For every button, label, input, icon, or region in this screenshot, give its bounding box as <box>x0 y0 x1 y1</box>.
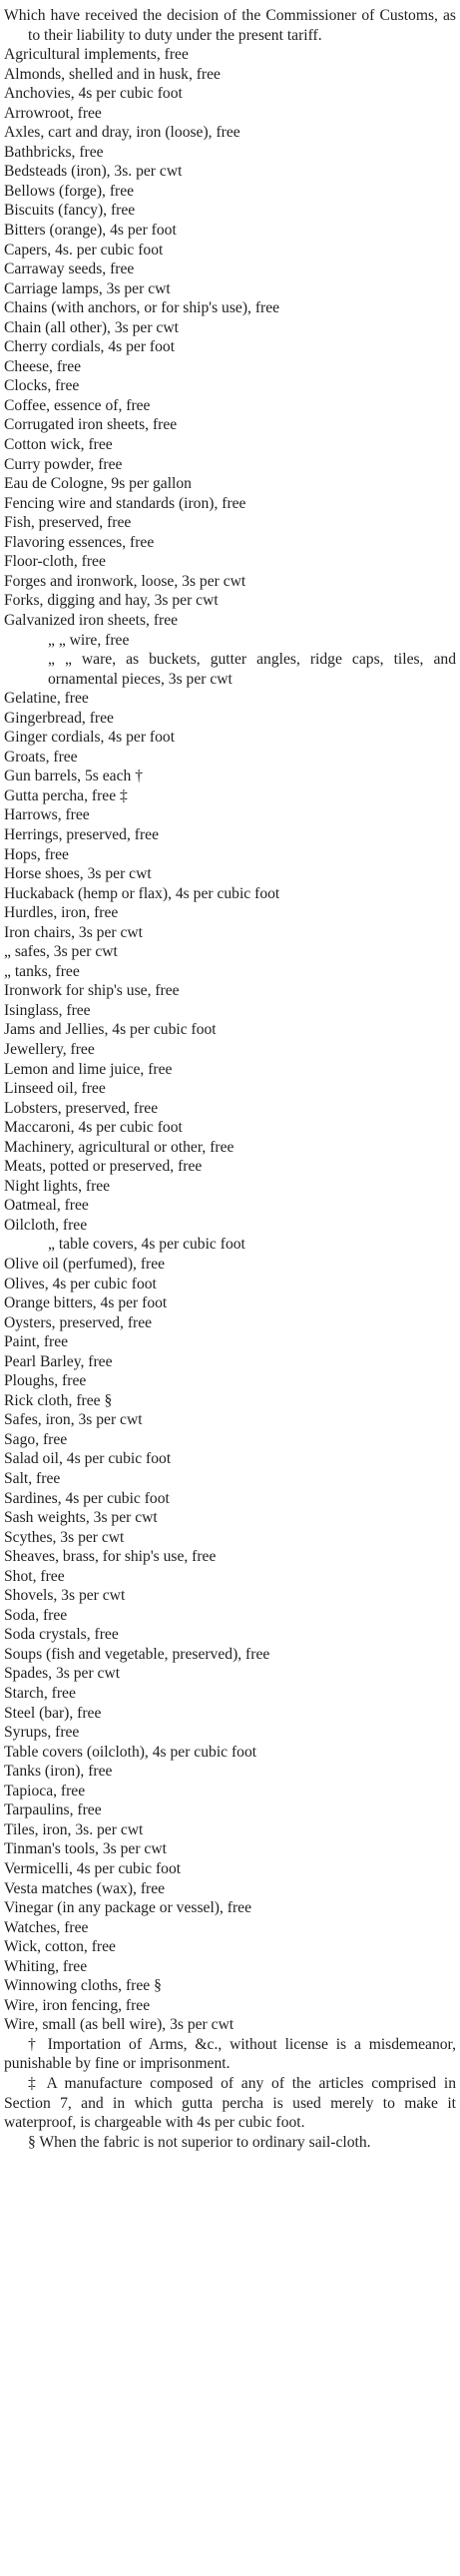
tariff-entry: Carraway seeds, free <box>4 260 135 278</box>
tariff-entry: Wire, iron fencing, free <box>4 1996 151 2014</box>
tariff-entry: Jams and Jellies, 4s per cubic foot <box>4 1021 217 1039</box>
tariff-entry: Bellows (forge), free <box>4 182 135 200</box>
tariff-entry: Vinegar (in any package or vessel), free <box>4 1899 252 1917</box>
tariff-entry: Galvanized iron sheets, free <box>4 611 179 629</box>
tariff-entry: Night lights, free <box>4 1177 111 1195</box>
tariff-entry: Lemon and lime juice, free <box>4 1060 173 1078</box>
tariff-entry: Bitters (orange), 4s per foot <box>4 222 177 240</box>
tariff-entry: Tarpaulins, free <box>4 1802 102 1819</box>
tariff-entry: Ironwork for ship's use, free <box>4 982 180 1000</box>
tariff-entry: Rick cloth, free § <box>4 1391 113 1409</box>
tariff-entry: Horse shoes, 3s per cwt <box>4 865 152 883</box>
tariff-entry: „ „ ware, as buckets, gutter angles, ridge caps, tiles, and ornamental pieces, 3s per cwt <box>48 651 456 688</box>
tariff-entry: Corrugated iron sheets, free <box>4 416 178 434</box>
tariff-entry: Eau de Cologne, 9s per gallon <box>4 475 192 493</box>
footnote: ‡ A manufacture composed of any of the articles comprised in Section 7, and in which gutta percha is used merely to make it waterproof, is chargeable with 4s per cubic foot. <box>4 2074 456 2132</box>
tariff-entry: Sash weights, 3s per cwt <box>4 1509 158 1527</box>
tariff-entry: Wire, small (as bell wire), 3s per cwt <box>4 2016 234 2034</box>
tariff-entry: Olives, 4s per cubic foot <box>4 1275 157 1292</box>
tariff-entry: Olive oil (perfumed), free <box>4 1256 166 1273</box>
tariff-entry: Wick, cotton, free <box>4 1938 116 1956</box>
tariff-entry: Harrows, free <box>4 806 90 824</box>
tariff-entry: Paint, free <box>4 1333 69 1351</box>
tariff-entry: Orange bitters, 4s per foot <box>4 1294 168 1312</box>
tariff-entry: Chain (all other), 3s per cwt <box>4 318 179 336</box>
tariff-entry: Hurdles, iron, free <box>4 904 119 922</box>
tariff-entry: Cheese, free <box>4 357 82 375</box>
tariff-entry: Salt, free <box>4 1470 61 1488</box>
tariff-entry: Salad oil, 4s per cubic foot <box>4 1450 172 1468</box>
footnotes <box>4 2035 456 2152</box>
tariff-entry: Almonds, shelled and in husk, free <box>4 65 221 83</box>
tariff-entry: Biscuits (fancy), free <box>4 202 136 220</box>
tariff-entry: Capers, 4s. per cubic foot <box>4 241 164 258</box>
tariff-entry: Arrowroot, free <box>4 104 102 122</box>
tariff-entry-list <box>4 45 456 2035</box>
tariff-entry: Fish, preserved, free <box>4 514 132 532</box>
tariff-entry: Sheaves, brass, for ship's use, free <box>4 1548 217 1566</box>
tariff-entry: Fencing wire and standards (iron), free <box>4 494 246 512</box>
tariff-entry: Flavoring essences, free <box>4 533 155 551</box>
tariff-entry: Steel (bar), free <box>4 1704 102 1722</box>
tariff-entry: Forges and ironwork, loose, 3s per cwt <box>4 572 246 590</box>
tariff-entry: Agricultural implements, free <box>4 46 189 64</box>
tariff-entry: Syrups, free <box>4 1724 80 1742</box>
tariff-entry: Oatmeal, free <box>4 1197 89 1215</box>
tariff-entry: „ „ wire, free <box>48 631 130 649</box>
tariff-entry: Groats, free <box>4 748 78 766</box>
tariff-entry: „ table covers, 4s per cubic foot <box>48 1236 245 1254</box>
tariff-entry: Soda crystals, free <box>4 1626 119 1644</box>
tariff-entry: Huckaback (hemp or flax), 4s per cubic foot <box>4 884 280 902</box>
tariff-entry: Watches, free <box>4 1918 89 1936</box>
tariff-entry: Forks, digging and hay, 3s per cwt <box>4 592 219 610</box>
tariff-entry: Ginger cordials, 4s per foot <box>4 729 176 747</box>
intro-paragraph: Which have received the decision of the Commissioner of Customs, as to their liability to duty under the present tariff. <box>4 7 456 44</box>
tariff-entry: Hops, free <box>4 845 69 863</box>
tariff-entry: „ safes, 3s per cwt <box>4 943 118 961</box>
tariff-entry: Bedsteads (iron), 3s. per cwt <box>4 163 183 181</box>
tariff-entry: Soups (fish and vegetable, preserved), free <box>4 1645 270 1663</box>
tariff-entry: Starch, free <box>4 1685 76 1703</box>
tariff-entry: Gelatine, free <box>4 690 89 708</box>
tariff-entry: Spades, 3s per cwt <box>4 1665 121 1683</box>
tariff-entry: Tanks (iron), free <box>4 1763 113 1781</box>
tariff-entry: Jewellery, free <box>4 1040 95 1058</box>
tariff-entry: Tiles, iron, 3s. per cwt <box>4 1820 144 1838</box>
tariff-entry: Cherry cordials, 4s per foot <box>4 338 176 356</box>
tariff-entry: Pearl Barley, free <box>4 1352 113 1370</box>
tariff-entry: Chains (with anchors, or for ship's use), free <box>4 299 280 317</box>
tariff-entry: Sago, free <box>4 1430 68 1448</box>
tariff-entry: Shot, free <box>4 1567 65 1585</box>
tariff-entry: Carriage lamps, 3s per cwt <box>4 279 171 297</box>
tariff-entry: Clocks, free <box>4 377 80 395</box>
footnote: † Importation of Arms, &c., without license is a misdemeanor, punishable by fine or imprisonment. <box>4 2035 456 2073</box>
tariff-entry: Maccaroni, 4s per cubic foot <box>4 1119 183 1137</box>
tariff-entry: Floor-cloth, free <box>4 553 106 571</box>
tariff-entry: Cotton wick, free <box>4 436 113 454</box>
tariff-entry: Bathbricks, free <box>4 143 104 161</box>
tariff-entry: Lobsters, preserved, free <box>4 1099 159 1117</box>
tariff-entry: Safes, iron, 3s per cwt <box>4 1411 143 1429</box>
tariff-entry: Herrings, preserved, free <box>4 825 159 843</box>
tariff-entry: Linseed oil, free <box>4 1080 106 1098</box>
tariff-entry: Whiting, free <box>4 1957 88 1975</box>
tariff-entry: Gingerbread, free <box>4 709 114 727</box>
tariff-entry: Table covers (oilcloth), 4s per cubic foot <box>4 1743 257 1761</box>
tariff-entry: Isinglass, free <box>4 1001 91 1019</box>
tariff-entry: Shovels, 3s per cwt <box>4 1587 126 1605</box>
tariff-entry: Vermicelli, 4s per cubic foot <box>4 1859 182 1877</box>
tariff-entry: Gutta percha, free ‡ <box>4 786 128 804</box>
tariff-entry: Machinery, agricultural or other, free <box>4 1138 234 1156</box>
tariff-entry: Iron chairs, 3s per cwt <box>4 923 143 941</box>
tariff-entry: Oysters, preserved, free <box>4 1313 153 1331</box>
tariff-entry: Meats, potted or preserved, free <box>4 1158 203 1176</box>
tariff-entry: Scythes, 3s per cwt <box>4 1528 125 1546</box>
tariff-entry: „ tanks, free <box>4 962 80 980</box>
tariff-entry: Tinman's tools, 3s per cwt <box>4 1840 167 1858</box>
tariff-entry: Ploughs, free <box>4 1372 87 1390</box>
tariff-entry: Oilcloth, free <box>4 1216 88 1234</box>
tariff-entry: Axles, cart and dray, iron (loose), free <box>4 124 240 142</box>
tariff-entry: Anchovies, 4s per cubic foot <box>4 85 183 103</box>
tariff-entry: Tapioca, free <box>4 1782 86 1800</box>
footnote: § When the fabric is not superior to ordinary sail-cloth. <box>28 2133 371 2151</box>
tariff-entry: Curry powder, free <box>4 455 123 473</box>
tariff-entry: Soda, free <box>4 1606 68 1624</box>
tariff-entry: Winnowing cloths, free § <box>4 1977 162 1995</box>
tariff-entry: Gun barrels, 5s each † <box>4 768 143 785</box>
tariff-entry: Vesta matches (wax), free <box>4 1879 166 1897</box>
tariff-entry: Coffee, essence of, free <box>4 396 151 414</box>
tariff-entry: Sardines, 4s per cubic foot <box>4 1489 170 1507</box>
